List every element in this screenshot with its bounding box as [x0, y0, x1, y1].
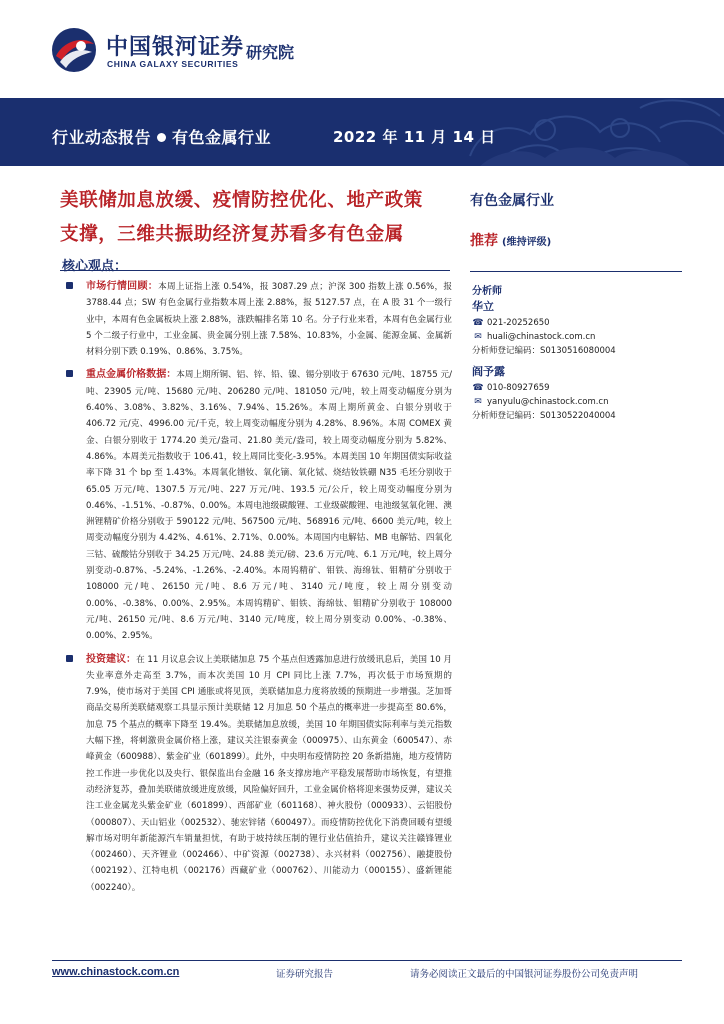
bullet-heading: 市场行情回顾： [86, 281, 159, 292]
rating-value: 推荐 [470, 233, 498, 249]
analyst-registration: 分析师登记编码：S0130522040004 [472, 411, 616, 421]
analyst-name: 华立 [472, 300, 494, 313]
bullet-square-icon [66, 282, 73, 289]
analyst-card [472, 364, 684, 423]
analyst-name: 阎予露 [472, 365, 505, 378]
footer-disclaimer: 请务必阅读正文最后的中国银河证券股份公司免责声明 [410, 969, 639, 980]
bullet-square-icon [66, 655, 73, 662]
analyst-registration: 分析师登记编码：S0130516080004 [472, 346, 616, 356]
report-title-line-1: 美联储加息放缓、疫情防控优化、地产政策 [60, 190, 423, 211]
footer-website-link[interactable]: www.chinastock.com.cn [52, 966, 180, 978]
separator-dot-icon [157, 133, 166, 142]
galaxy-logo-icon [50, 26, 98, 74]
analyst-email[interactable]: huali@chinastock.com.cn [487, 332, 596, 342]
analyst-email-row [472, 395, 684, 409]
brand-name-cn: 中国银河证券 [106, 35, 245, 60]
analyst-registration-row [472, 344, 684, 358]
banner-report-type [52, 125, 271, 148]
rating-note: (维持评级) [502, 237, 552, 248]
report-title-line-2: 支撑，三维共振助经济复苏看多有色金属 [60, 224, 404, 245]
footer-report-label: 证券研究报告 [276, 969, 334, 980]
bullet-heading: 投资建议： [86, 653, 137, 665]
report-title [60, 184, 450, 252]
list-item [66, 652, 452, 896]
mail-icon: ✉ [474, 397, 482, 407]
core-view-label: 核心观点： [62, 259, 128, 274]
list-item [66, 367, 452, 644]
phone-icon: ☎ [472, 383, 484, 393]
bullet-text: 本周上证指上涨 0.54%，报 3087.29 点；沪深 300 指数上涨 0.56%，报 3788.44 点；SW 有色金属行业指数本周上涨 2.88%，报 5127.57 点，在 A 股 31 个一级行业中，本周有色金属板块上涨 2.88%，涨跌幅排名第 10 名。分子行业来看，本周有色金属行业 5 个二级子行业中，工业金属、贵金属分别上涨 7.58%、10.83%，小金属、能源金属、金属新材料分别下跌 0.19%、0.86%、3.75%。 [86, 282, 452, 358]
analyst-phone: 010-80927659 [487, 383, 550, 393]
sidebar-rating [470, 230, 551, 250]
brand-name-en: CHINA GALAXY SECURITIES [107, 59, 239, 69]
analyst-heading: 分析师 [472, 286, 502, 297]
title-divider [60, 270, 450, 271]
analyst-email[interactable]: yanyulu@chinastock.com.cn [487, 397, 609, 407]
bullet-square-icon [66, 370, 73, 377]
report-date: 2022 年 11 月 14 日 [333, 128, 496, 146]
list-item [66, 279, 452, 360]
bullet-text: 在 11 月议息会议上美联储加息 75 个基点但透露加息进行放缓讯息后，美国 10 月失业率意外走高至 3.7%，而本次美国 10 月 CPI 同比上涨 7.7%，再次低于市场预期的 7.9%，使市场对于美国 CPI 通胀或将见顶，美联储加息力度将放缓的预期进一步增强。芝加哥商品交易所美联储观察工具显示预计美联储 12 月加息 50 个基点的概率进一步提高至 80.6%，加息 75 个基点的概率下降至 19.4%。美联储加息放缓，美国 10 年期国债实际利率与美元指数大幅下挫，将刺激贵金属价格上涨，建议关注银泰黄金（000975）、山东黄金（600547）、赤峰黄金（600988）、紫金矿业（601899）。此外，中央明布疫情防控 20 条新措施，地方疫情防控工作进一步优化以及央行、银保监出台金融 16 条支撑房地产平稳发展帮助市场恢复，有望推动经济复苏，叠加美联储放缓进度放缓，风险偏好回升，工业金属价格将迎来强势反弹，建议关注工业金属龙头紫金矿业（601899）、西部矿业（601168）、神火股份（000933）、云铝股份（000807）、天山铝业（002532）、驰宏锌锗（600497）。而疫情防控优化下消费回暖有望缓解市场对明年新能源汽车销量担忧，有助于坡持续压制的锂行业估值抬升，建议关注赣锋锂业（002460）、天齐锂业（002466）、中矿资源（002738）、永兴材料（002756）、融捷股份（002192）、江特电机（002176）西藏矿业（000762）、川能动力（000155）、盛新锂能（002240）。 [86, 654, 453, 893]
analyst-phone-row [472, 316, 684, 330]
core-view-list [66, 279, 452, 903]
sidebar-divider [470, 271, 682, 272]
analyst-email-row [472, 330, 684, 344]
bullet-heading: 重点金属价格数据： [86, 369, 177, 381]
analyst-card [472, 299, 684, 358]
phone-icon: ☎ [472, 318, 484, 328]
industry-label: 有色金属行业 [172, 128, 272, 147]
report-type-label: 行业动态报告 [52, 128, 152, 147]
bullet-text: 本周上期所铜、铝、锌、铅、镍、锡分别收于 67630 元/吨、18755 元/吨、23905 元/吨、15680 元/吨、206280 元/吨、181050 元/吨，较上周变动幅度分别为 6.40%、3.08%、3.82%、3.16%、7.94%、15.26%。本周上期所黄金、白银分别收于 406.72 元/克、4996.00 元/千克，较上周变动幅度分别为 4.28%、8.96%。本周 COMEX 黄金、白银分别收于 1774.20 美元/盎司、21.80 美元/盎司，较上周变动幅度分别为 5.82%、4.86%。本周美元指数收于 106.41，较上周同比变化-3.95%。本周美国 10 年期国债实际收益率下降 31 个 bp 至 1.43%。本周氧化镨钕、氧化镝、氧化铽、烧结钕铁硼 N35 毛坯分别收于 65.05 万元/吨、1307.5 万元/吨、227 万元/吨、193.5 元/公斤，较上周变动幅度分别为 0.46%、-1.51%、-0.87%、0.00%。本周电池级碳酸锂、工业级碳酸锂、电池级氢氧化锂、澳洲锂精矿价格分别收于 590122 元/吨、567500 元/吨、568916 元/吨、6600 美元/吨，较上周变动幅度分别为 4.42%、4.61%、2.71%、0.00%。本周国内电解钴、MB 电解钴、四氧化三钴、硫酸钴分别收于 34.25 万元/吨、24.88 美元/磅、23.6 万元/吨、6.1 万元/吨，较上周分别变动-0.87%、-5.24%、-1.26%、-2.40%。本周钨精矿、钼铁、海绵钛、钼精矿分别收于 108000 元/吨、26150 元/吨、8.6 万元/吨、3140 元/吨度，较上周分别变动 0.00%、-0.38%、0.00%、2.95%。本周钨精矿、钼铁、海绵钛、钼精矿分别收于 108000 元/吨、26150 元/吨、8.6 万元/吨、3140 元/吨度，较上周分别变动 0.00%、-0.38%、0.00%、2.95%。 [86, 370, 452, 642]
mail-icon: ✉ [474, 332, 482, 342]
report-banner [0, 98, 724, 166]
brand-institute: 研究院 [246, 43, 295, 62]
analyst-phone: 021-20252650 [487, 318, 550, 328]
sidebar-industry: 有色金属行业 [470, 193, 554, 209]
analyst-registration-row [472, 409, 684, 423]
footer-divider [52, 960, 682, 961]
analyst-phone-row [472, 381, 684, 395]
